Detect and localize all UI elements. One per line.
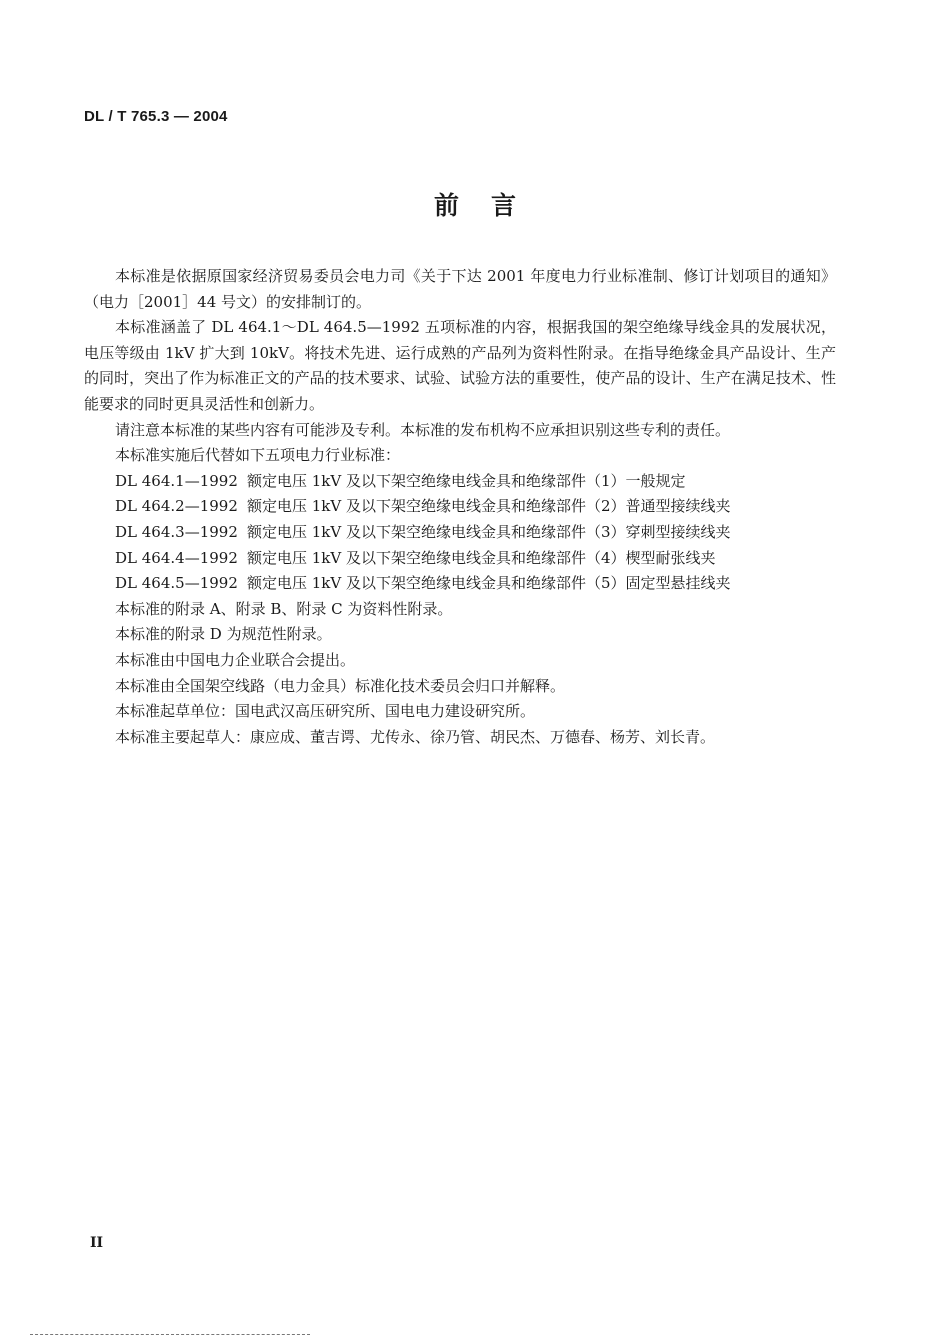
- standard-code: DL 464.3—1992: [115, 522, 238, 541]
- standard-title: 额定电压 1kV 及以下架空绝缘电线金具和绝缘部件（3）穿刺型接续线夹: [247, 522, 731, 541]
- standard-code: DL 464.4—1992: [115, 548, 238, 567]
- list-item: [84, 520, 836, 546]
- page-title: 前言: [433, 191, 548, 220]
- standard-code: DL 464.2—1992: [115, 497, 238, 516]
- line-drafters: 本标准主要起草人：康应成、董吉谔、尤传永、徐乃管、胡民杰、万德春、杨芳、刘长青。: [115, 727, 716, 746]
- standard-code: DL 464.5—1992: [115, 574, 238, 593]
- paragraph-basis: 本标准是依据原国家经济贸易委员会电力司《关于下达 2001 年度电力行业标准制、修订计划项目的通知》（电力［2001］44 号文）的安排制订的。: [84, 267, 836, 311]
- replaced-standards-list: [84, 469, 836, 597]
- standard-code-header: DL / T 765.3 — 2004: [84, 108, 228, 125]
- paragraph-replaces: 本标准实施后代替如下五项电力行业标准：: [115, 446, 401, 465]
- standard-title: 额定电压 1kV 及以下架空绝缘电线金具和绝缘部件（2）普通型接续线夹: [247, 497, 731, 516]
- page-number: II: [90, 1235, 104, 1251]
- list-item: [84, 494, 836, 520]
- list-item: [84, 546, 836, 572]
- line-committee: 本标准由全国架空线路（电力金具）标准化技术委员会归口并解释。: [115, 676, 566, 695]
- standard-title: 额定电压 1kV 及以下架空绝缘电线金具和绝缘部件（5）固定型悬挂线夹: [247, 574, 731, 593]
- line-proposer: 本标准由中国电力企业联合会提出。: [115, 650, 356, 669]
- standard-title: 额定电压 1kV 及以下架空绝缘电线金具和绝缘部件（1）一般规定: [247, 471, 686, 490]
- line-drafting-units: 本标准起草单位：国电武汉高压研究所、国电电力建设研究所。: [115, 702, 536, 721]
- standard-code: DL 464.1—1992: [115, 471, 238, 490]
- standard-title: 额定电压 1kV 及以下架空绝缘电线金具和绝缘部件（4）楔型耐张线夹: [247, 548, 716, 567]
- foreword-body: [84, 264, 836, 750]
- paragraph-patent: 请注意本标准的某些内容有可能涉及专利。本标准的发布机构不应承担识别这些专利的责任。: [115, 420, 731, 439]
- bottom-divider: [30, 1334, 310, 1335]
- paragraph-scope: 本标准涵盖了 DL 464.1～DL 464.5—1992 五项标准的内容，根据我国的架空绝缘导线金具的发展状况，电压等级由 1kV 扩大到 10kV。将技术先进、运行成熟的产品列为资料性附录。在指导绝缘金具产品设计、生产的同时，突出了作为标准正文的产品的技术要求、试验、试验方法的重要性，使产品的设计、生产在满足技术、性能要求的同时更具灵活性和创新力。: [84, 318, 836, 413]
- list-item: [84, 571, 836, 597]
- line-informative-annex: 本标准的附录 A、附录 B、附录 C 为资料性附录。: [115, 599, 453, 618]
- list-item: [84, 469, 836, 495]
- line-normative-annex: 本标准的附录 D 为规范性附录。: [115, 625, 332, 644]
